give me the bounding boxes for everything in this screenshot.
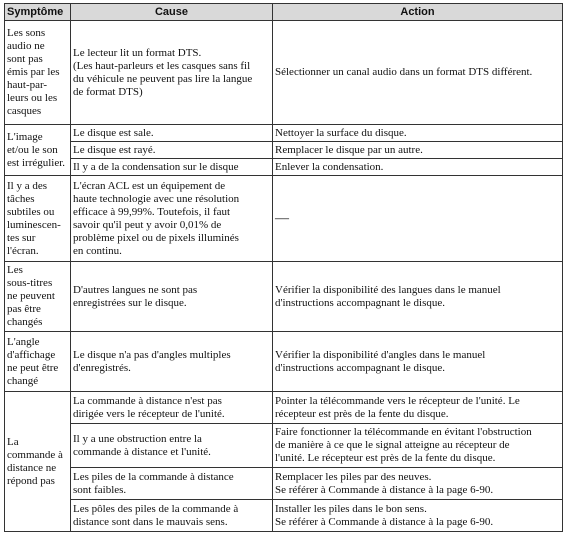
- table-row: [5, 176, 563, 262]
- action-cell: Faire fonctionner la télécommande en évitant l'obstruction de manière à ce que le signal atteigne au récepteur de l'unité. Le récepteur est près de la fente du disque.: [273, 424, 563, 468]
- cause-cell: Le lecteur lit un format DTS. (Les haut-parleurs et les casques sans fil du véhicule ne peuvent pas lire la langue de format DTS): [71, 21, 273, 125]
- action-cell: —: [273, 176, 563, 262]
- action-cell: Installer les piles dans le bon sens. Se référer à Commande à distance à la page 6-90.: [273, 500, 563, 532]
- table-row: [5, 125, 563, 142]
- cause-cell: L'écran ACL est un équipement de haute technologie avec une résolution efficace à 99,99%. Toutefois, il faut savoir qu'il peut y avoir 0,01% de problème pixel ou de pixels illuminés en continu.: [71, 176, 273, 262]
- action-cell: Enlever la condensation.: [273, 159, 563, 176]
- symptom-cell: La commande à distance ne répond pas: [5, 392, 71, 532]
- cause-cell: Le disque est rayé.: [71, 142, 273, 159]
- action-cell: Nettoyer la surface du disque.: [273, 125, 563, 142]
- table-row: [5, 159, 563, 176]
- action-cell: Sélectionner un canal audio dans un format DTS différent.: [273, 21, 563, 125]
- cause-cell: D'autres langues ne sont pas enregistrées sur le disque.: [71, 262, 273, 332]
- cause-cell: La commande à distance n'est pas dirigée vers le récepteur de l'unité.: [71, 392, 273, 424]
- troubleshooting-table: [4, 3, 563, 532]
- table-row: [5, 142, 563, 159]
- cause-cell: Le disque est sale.: [71, 125, 273, 142]
- table-row: [5, 332, 563, 392]
- table-row: [5, 424, 563, 468]
- table-row: [5, 468, 563, 500]
- table-header-row: [5, 4, 563, 21]
- table-row: [5, 262, 563, 332]
- table-row: [5, 392, 563, 424]
- action-cell: Remplacer le disque par un autre.: [273, 142, 563, 159]
- cause-cell: Les piles de la commande à distance sont faibles.: [71, 468, 273, 500]
- table-row: [5, 21, 563, 125]
- cause-cell: Il y a une obstruction entre la commande à distance et l'unité.: [71, 424, 273, 468]
- action-column-header: Action: [273, 4, 563, 21]
- cause-cell: Il y a de la condensation sur le disque: [71, 159, 273, 176]
- cause-column-header: Cause: [71, 4, 273, 21]
- cause-cell: Le disque n'a pas d'angles multiples d'enregistrés.: [71, 332, 273, 392]
- symptom-cell: L'image et/ou le son est irrégulier.: [5, 125, 71, 176]
- symptom-cell: Il y a des tâches subtiles ou luminescen- tes sur l'écran.: [5, 176, 71, 262]
- action-cell: Remplacer les piles par des neuves. Se référer à Commande à distance à la page 6-90.: [273, 468, 563, 500]
- symptom-cell: Les sous-titres ne peuvent pas être changés: [5, 262, 71, 332]
- symptom-cell: L'angle d'affichage ne peut être changé: [5, 332, 71, 392]
- symptom-cell: Les sons audio ne sont pas émis par les haut-par- leurs ou les casques: [5, 21, 71, 125]
- action-cell: Pointer la télécommande vers le récepteur de l'unité. Le récepteur est près de la fente du disque.: [273, 392, 563, 424]
- troubleshooting-table-container: [4, 3, 563, 532]
- cause-cell: Les pôles des piles de la commande à distance sont dans le mauvais sens.: [71, 500, 273, 532]
- symptom-column-header: Symptôme: [5, 4, 71, 21]
- action-cell: Vérifier la disponibilité d'angles dans le manuel d'instructions accompagnant le disque.: [273, 332, 563, 392]
- table-row: [5, 500, 563, 532]
- action-cell: Vérifier la disponibilité des langues dans le manuel d'instructions accompagnant le disque.: [273, 262, 563, 332]
